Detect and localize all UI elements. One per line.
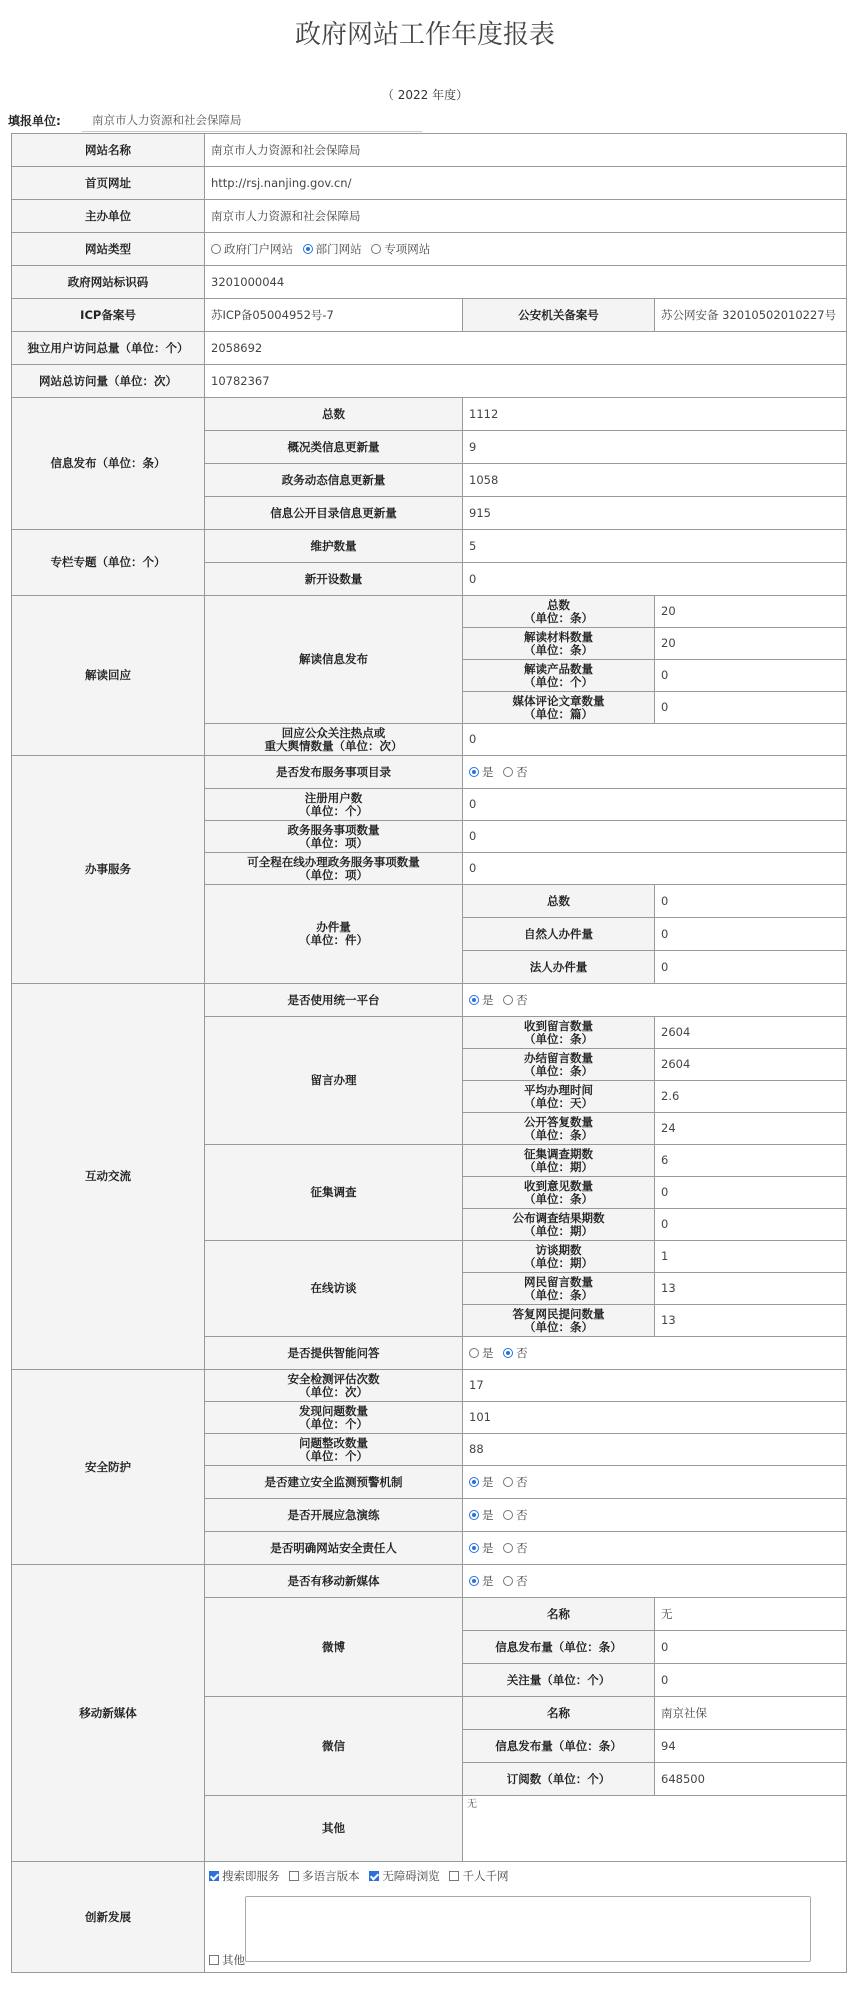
service-online-value: 0: [463, 853, 847, 885]
innovation-other-textarea[interactable]: [245, 1896, 811, 1962]
service-handled-person-value: 0: [655, 918, 847, 951]
info-total-value: 1112: [463, 398, 847, 431]
interpret-media-value: 0: [655, 692, 847, 724]
home-url-label: 首页网址: [12, 167, 205, 200]
service-label: 办事服务: [12, 756, 205, 984]
checkbox-multilang[interactable]: [289, 1871, 299, 1881]
radio-portal[interactable]: [211, 244, 221, 254]
columns-new-label: 新开设数量: [205, 563, 463, 596]
interview-replies-value: 13: [655, 1305, 847, 1337]
interview-label: 在线访谈: [205, 1241, 463, 1337]
wechat-subscribers-value: 648500: [655, 1763, 847, 1796]
security-fixed-label: 问题整改数量 （单位：个）: [205, 1434, 463, 1466]
weibo-posts-label: 信息发布量（单位：条）: [463, 1631, 655, 1664]
radio-no[interactable]: [503, 1348, 513, 1358]
mobile-has-radios: [463, 1565, 847, 1598]
survey-opinions-value: 0: [655, 1177, 847, 1209]
radio-yes[interactable]: [469, 995, 479, 1005]
mobile-has-label: 是否有移动新媒体: [205, 1565, 463, 1598]
interaction-label: 互动交流: [12, 984, 205, 1370]
weibo-label: 微博: [205, 1598, 463, 1697]
platform-yes[interactable]: 是: [469, 993, 494, 1007]
service-online-label: 可全程在线办理政务服务事项数量 （单位：项）: [205, 853, 463, 885]
sponsor-label: 主办单位: [12, 200, 205, 233]
interpret-label: 解读回应: [12, 596, 205, 756]
table-row: [12, 530, 847, 563]
checkbox-accessible[interactable]: [369, 1871, 379, 1881]
smart-qa-yes[interactable]: 是: [469, 1346, 494, 1360]
columns-new-value: 0: [463, 563, 847, 596]
messages-done-value: 2604: [655, 1049, 847, 1081]
row-sponsor: [12, 200, 847, 233]
columns-maintained-value: 5: [463, 530, 847, 563]
security-drill-radios: [463, 1499, 847, 1532]
survey-opinions-label: 收到意见数量 （单位：条）: [463, 1177, 655, 1209]
radio-yes[interactable]: [469, 1543, 479, 1553]
info-publish-label: 信息发布（单位：条）: [12, 398, 205, 530]
interpret-media-label: 媒体评论文章数量 （单位：篇）: [463, 692, 655, 724]
other-media-label: 其他: [205, 1796, 463, 1862]
page-title: 政府网站工作年度报表: [294, 20, 555, 50]
messages-received-label: 收到留言数量 （单位：条）: [463, 1017, 655, 1049]
radio-yes[interactable]: [469, 1510, 479, 1520]
site-type-option-special[interactable]: 专项网站: [371, 242, 430, 256]
security-fixed-value: 88: [463, 1434, 847, 1466]
info-news-label: 政务动态信息更新量: [205, 464, 463, 497]
uv-label: 独立用户访问总量（单位：个）: [12, 332, 205, 365]
weibo-followers-label: 关注量（单位：个）: [463, 1664, 655, 1697]
service-users-value: 0: [463, 789, 847, 821]
site-type-options: [205, 233, 847, 266]
radio-no[interactable]: [503, 1576, 513, 1586]
weibo-name-value: 无: [655, 1598, 847, 1631]
innovation-option-other[interactable]: 其他: [209, 1954, 245, 1967]
innovation-cell: [205, 1862, 847, 1973]
innovation-option-accessible[interactable]: 无障碍浏览: [369, 1869, 440, 1883]
wechat-name-value: 南京社保: [655, 1697, 847, 1730]
site-id-value: 3201000044: [205, 266, 847, 299]
table-row: [12, 984, 847, 1017]
radio-no[interactable]: [503, 767, 513, 777]
service-catalog-yes[interactable]: 是: [469, 765, 494, 779]
security-issues-label: 发现问题数量 （单位：个）: [205, 1402, 463, 1434]
sponsor-value: 南京市人力资源和社会保障局: [205, 200, 847, 233]
info-catalog-value: 915: [463, 497, 847, 530]
innovation-options: [209, 1870, 514, 1883]
info-overview-label: 概况类信息更新量: [205, 431, 463, 464]
service-catalog-radios: [463, 756, 847, 789]
mobile-has-yes[interactable]: 是: [469, 1574, 494, 1588]
site-type-label: 网站类型: [12, 233, 205, 266]
messages-public-value: 24: [655, 1113, 847, 1145]
security-warning-label: 是否建立安全监测预警机制: [205, 1466, 463, 1499]
weibo-followers-value: 0: [655, 1664, 847, 1697]
radio-yes[interactable]: [469, 1576, 479, 1586]
service-handled-total-value: 0: [655, 885, 847, 918]
columns-label: 专栏专题（单位：个）: [12, 530, 205, 596]
security-drill-no[interactable]: 否: [503, 1508, 528, 1522]
innovation-option-multilang[interactable]: 多语言版本: [289, 1869, 360, 1883]
table-row: [12, 398, 847, 431]
row-pv: [12, 365, 847, 398]
security-warning-radios: [463, 1466, 847, 1499]
interview-periods-label: 访谈期数 （单位：期）: [463, 1241, 655, 1273]
interpret-products-label: 解读产品数量 （单位：个）: [463, 660, 655, 692]
security-drill-yes[interactable]: 是: [469, 1508, 494, 1522]
row-icp: [12, 299, 847, 332]
table-row: [12, 1565, 847, 1598]
service-items-label: 政务服务事项数量 （单位：项）: [205, 821, 463, 853]
innovation-option-search[interactable]: 搜索即服务: [209, 1869, 280, 1883]
checkbox-other[interactable]: [209, 1955, 219, 1965]
radio-special[interactable]: [371, 244, 381, 254]
pv-value: 10782367: [205, 365, 847, 398]
row-site-type: [12, 233, 847, 266]
interaction-platform-radios: [463, 984, 847, 1017]
radio-department[interactable]: [303, 244, 313, 254]
service-catalog-label: 是否发布服务事项目录: [205, 756, 463, 789]
service-handled-total-label: 总数: [463, 885, 655, 918]
radio-no[interactable]: [503, 995, 513, 1005]
interpret-materials-value: 20: [655, 628, 847, 660]
security-owner-radios: [463, 1532, 847, 1565]
interpret-total-label: 总数 （单位：条）: [463, 596, 655, 628]
messages-label: 留言办理: [205, 1017, 463, 1145]
security-owner-yes[interactable]: 是: [469, 1541, 494, 1555]
radio-no[interactable]: [503, 1510, 513, 1520]
interpret-publish-label: 解读信息发布: [205, 596, 463, 724]
reporting-unit-value: 南京市人力资源和社会保障局: [82, 112, 422, 132]
other-media-value: 无: [467, 1799, 477, 1810]
security-drill-label: 是否开展应急演练: [205, 1499, 463, 1532]
uv-value: 2058692: [205, 332, 847, 365]
radio-no[interactable]: [503, 1543, 513, 1553]
interpret-materials-label: 解读材料数量 （单位：条）: [463, 628, 655, 660]
info-catalog-label: 信息公开目录信息更新量: [205, 497, 463, 530]
service-users-label: 注册用户数 （单位：个）: [205, 789, 463, 821]
interaction-platform-label: 是否使用统一平台: [205, 984, 463, 1017]
security-issues-value: 101: [463, 1402, 847, 1434]
security-owner-no[interactable]: 否: [503, 1541, 528, 1555]
interpret-response-value: 0: [463, 724, 847, 756]
info-total-label: 总数: [205, 398, 463, 431]
site-id-label: 政府网站标识码: [12, 266, 205, 299]
radio-yes[interactable]: [469, 1348, 479, 1358]
site-type-option-department[interactable]: 部门网站: [303, 242, 362, 256]
mobile-has-no[interactable]: 否: [503, 1574, 528, 1588]
innovation-label: 创新发展: [12, 1862, 205, 1973]
service-items-value: 0: [463, 821, 847, 853]
security-warning-yes[interactable]: 是: [469, 1475, 494, 1489]
interview-messages-value: 13: [655, 1273, 847, 1305]
messages-public-label: 公开答复数量 （单位：条）: [463, 1113, 655, 1145]
report-table: [11, 133, 847, 1973]
wechat-label: 微信: [205, 1697, 463, 1796]
messages-avgtime-value: 2.6: [655, 1081, 847, 1113]
interview-periods-value: 1: [655, 1241, 847, 1273]
row-site-id: [12, 266, 847, 299]
survey-results-value: 0: [655, 1209, 847, 1241]
info-news-value: 1058: [463, 464, 847, 497]
smart-qa-radios: [463, 1337, 847, 1370]
interview-replies-label: 答复网民提问数量 （单位：条）: [463, 1305, 655, 1337]
innovation-option-personal[interactable]: 千人千网: [449, 1869, 508, 1883]
wechat-name-label: 名称: [463, 1697, 655, 1730]
site-name-value: 南京市人力资源和社会保障局: [205, 134, 847, 167]
radio-yes[interactable]: [469, 767, 479, 777]
survey-label: 征集调查: [205, 1145, 463, 1241]
site-name-label: 网站名称: [12, 134, 205, 167]
row-site-name: [12, 134, 847, 167]
report-year: （ 2022 年度）: [381, 88, 469, 102]
service-handled-person-label: 自然人办件量: [463, 918, 655, 951]
security-checks-label: 安全检测评估次数 （单位：次）: [205, 1370, 463, 1402]
table-row: [12, 756, 847, 789]
table-row: [12, 1370, 847, 1402]
platform-no[interactable]: 否: [503, 993, 528, 1007]
security-warning-no[interactable]: 否: [503, 1475, 528, 1489]
info-overview-value: 9: [463, 431, 847, 464]
service-catalog-no[interactable]: 否: [503, 765, 528, 779]
weibo-name-label: 名称: [463, 1598, 655, 1631]
table-row: [12, 596, 847, 628]
radio-yes[interactable]: [469, 1477, 479, 1487]
survey-periods-label: 征集调查期数 （单位：期）: [463, 1145, 655, 1177]
survey-results-label: 公布调查结果期数 （单位：期）: [463, 1209, 655, 1241]
site-type-option-portal[interactable]: 政府门户网站: [211, 242, 293, 256]
messages-avgtime-label: 平均办理时间 （单位：天）: [463, 1081, 655, 1113]
police-value: 苏公网安备 32010502010227号: [655, 299, 847, 332]
security-owner-label: 是否明确网站安全责任人: [205, 1532, 463, 1565]
smart-qa-no[interactable]: 否: [503, 1346, 528, 1360]
interview-messages-label: 网民留言数量 （单位：条）: [463, 1273, 655, 1305]
wechat-posts-value: 94: [655, 1730, 847, 1763]
messages-received-value: 2604: [655, 1017, 847, 1049]
wechat-subscribers-label: 订阅数（单位：个）: [463, 1763, 655, 1796]
smart-qa-label: 是否提供智能问答: [205, 1337, 463, 1370]
columns-maintained-label: 维护数量: [205, 530, 463, 563]
radio-no[interactable]: [503, 1477, 513, 1487]
icp-label: ICP备案号: [12, 299, 205, 332]
security-label: 安全防护: [12, 1370, 205, 1565]
service-handled-label: 办件量 （单位：件）: [205, 885, 463, 984]
weibo-posts-value: 0: [655, 1631, 847, 1664]
pv-label: 网站总访问量（单位：次）: [12, 365, 205, 398]
icp-value: 苏ICP备05004952号-7: [205, 299, 463, 332]
survey-periods-value: 6: [655, 1145, 847, 1177]
messages-done-label: 办结留言数量 （单位：条）: [463, 1049, 655, 1081]
checkbox-search[interactable]: [209, 1871, 219, 1881]
row-uv: [12, 332, 847, 365]
row-home-url: [12, 167, 847, 200]
other-media-cell: [463, 1796, 847, 1862]
home-url-value: http://rsj.nanjing.gov.cn/: [205, 167, 847, 200]
police-label: 公安机关备案号: [463, 299, 655, 332]
innovation-area: [205, 1862, 846, 1972]
mobile-label: 移动新媒体: [12, 1565, 205, 1862]
security-checks-value: 17: [463, 1370, 847, 1402]
service-handled-legal-label: 法人办件量: [463, 951, 655, 984]
wechat-posts-label: 信息发布量（单位：条）: [463, 1730, 655, 1763]
table-row: [12, 1862, 847, 1973]
interpret-total-value: 20: [655, 596, 847, 628]
interpret-response-label: 回应公众关注热点或 重大舆情数量（单位：次）: [205, 724, 463, 756]
interpret-products-value: 0: [655, 660, 847, 692]
service-handled-legal-value: 0: [655, 951, 847, 984]
checkbox-personal[interactable]: [449, 1871, 459, 1881]
reporting-unit-label: 填报单位:: [8, 114, 61, 128]
